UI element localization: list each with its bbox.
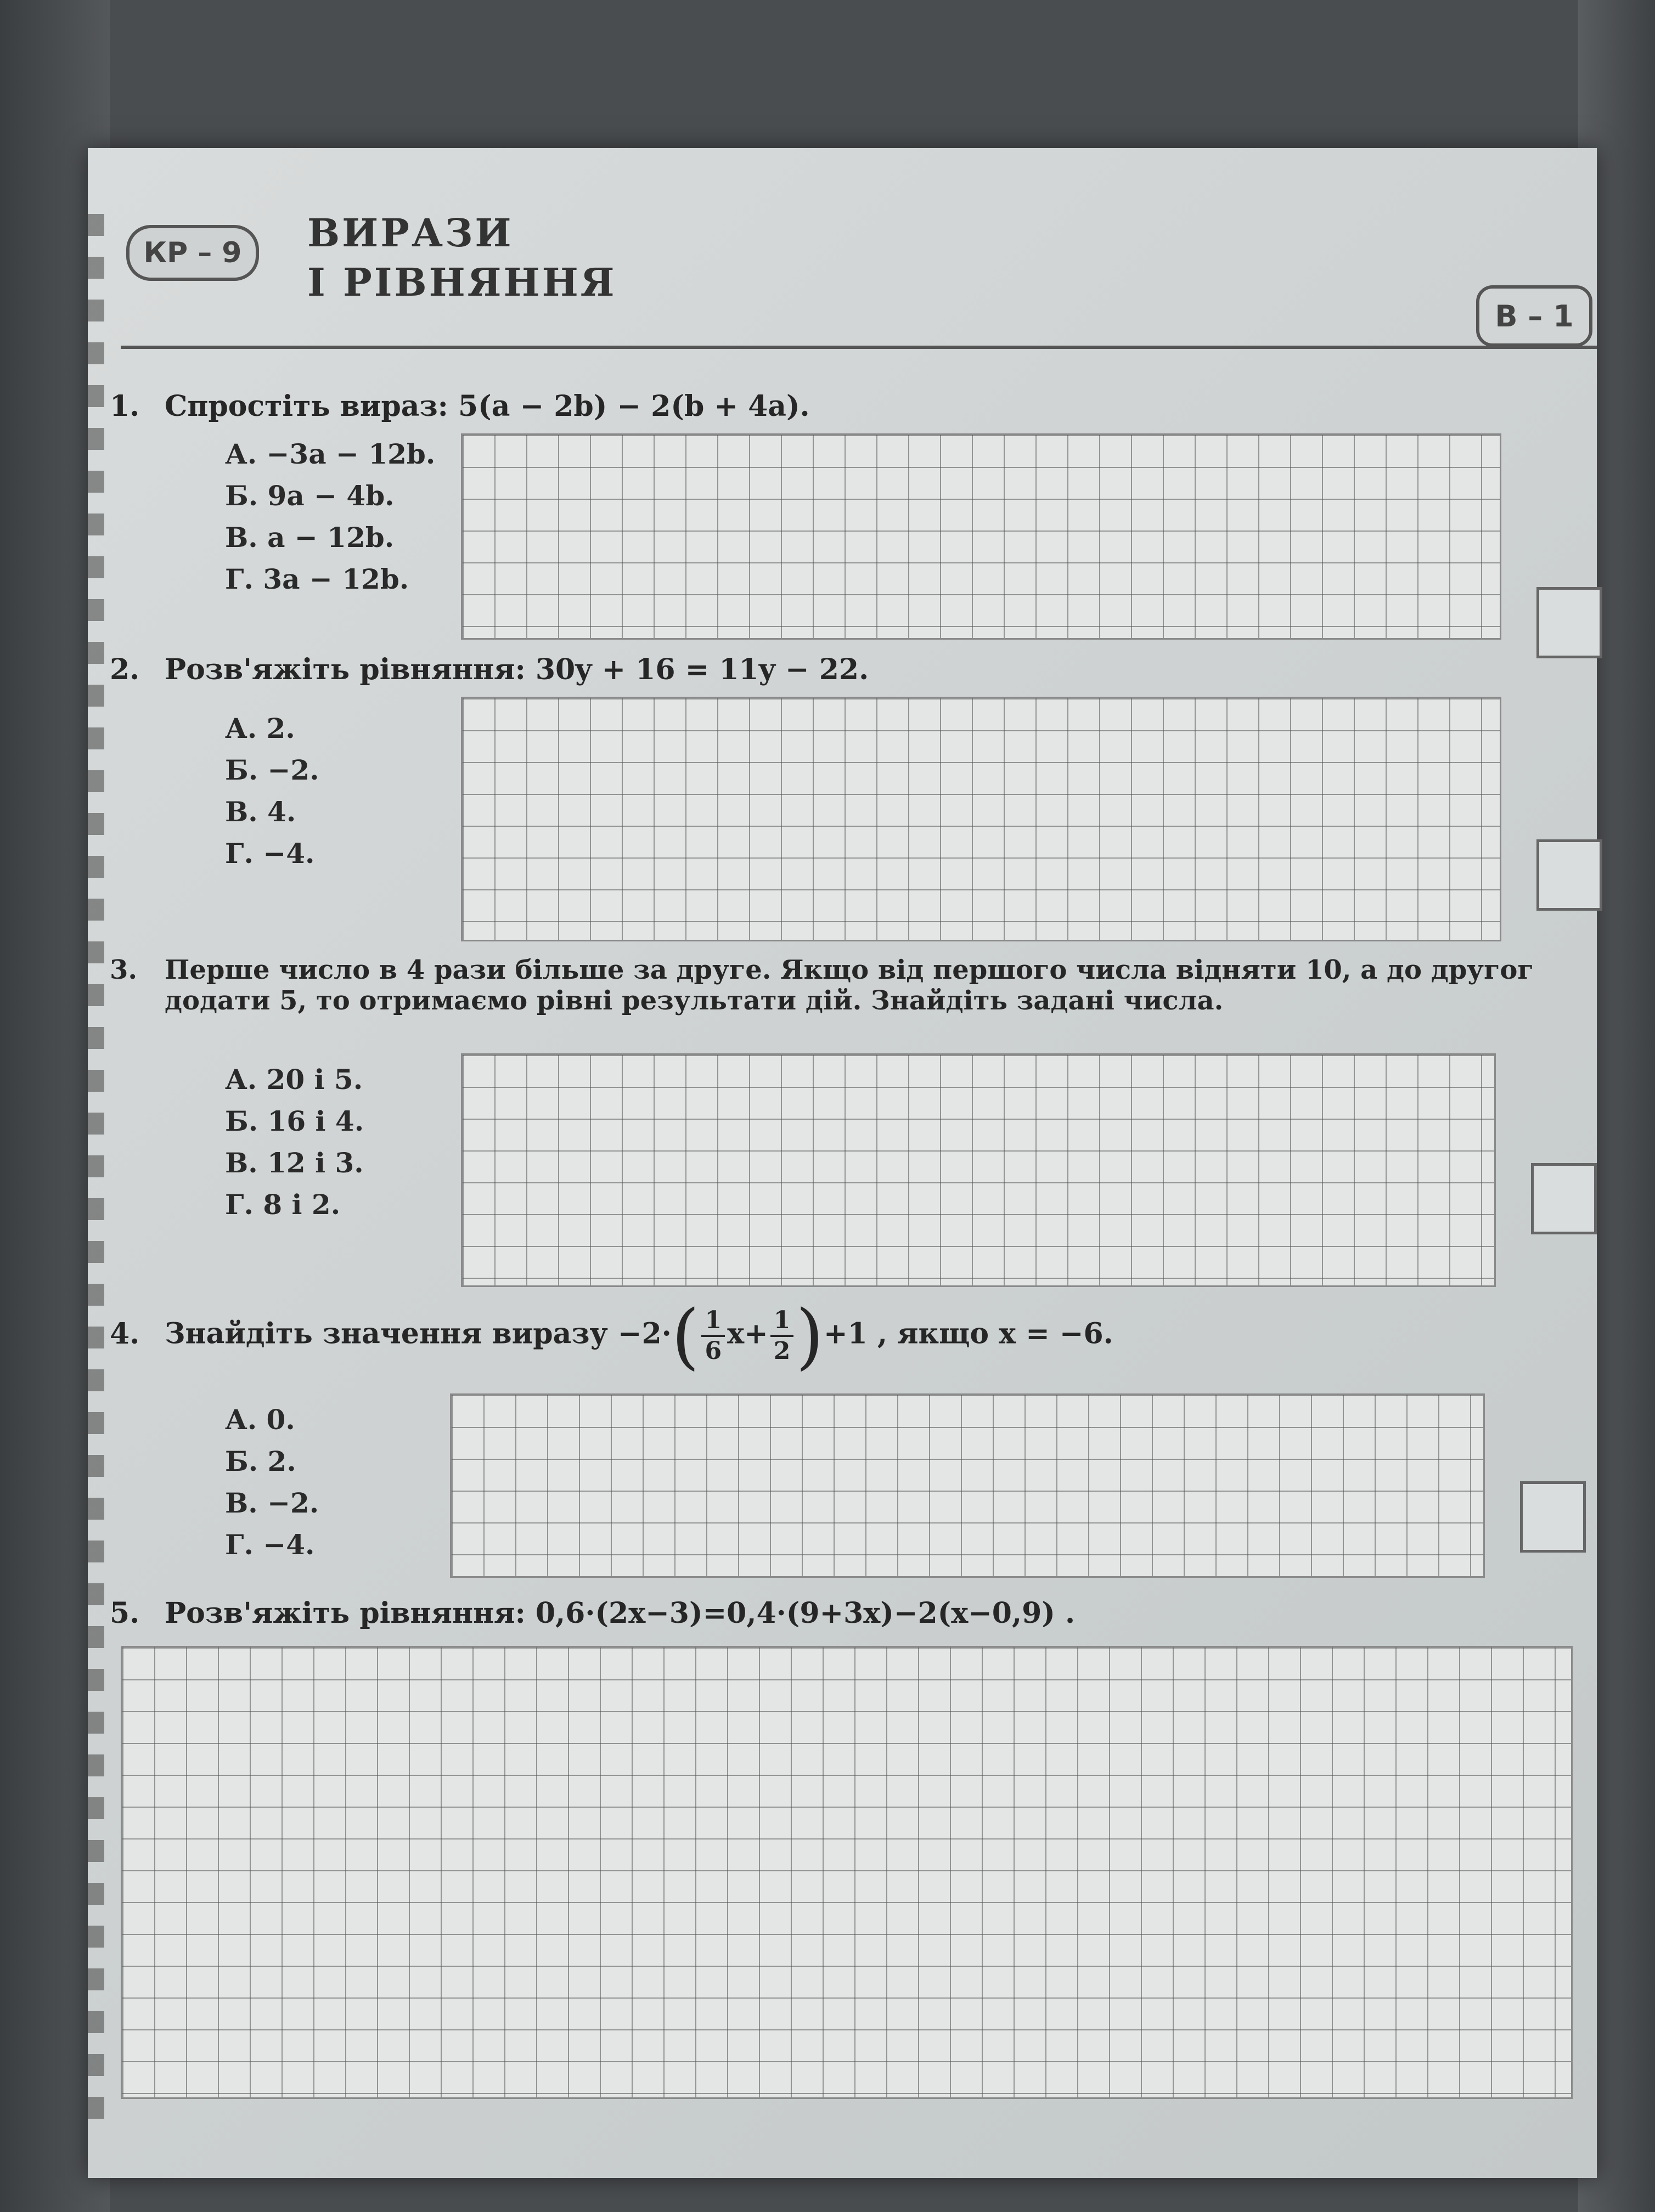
topic-title bbox=[307, 208, 617, 307]
answer-box-4[interactable] bbox=[1520, 1481, 1586, 1553]
option-g: Г. 8 і 2. bbox=[225, 1188, 341, 1221]
answer-box-1[interactable] bbox=[1536, 587, 1602, 658]
test-id-badge: КР – 9 bbox=[126, 225, 259, 281]
option-a: А. 20 і 5. bbox=[225, 1063, 363, 1096]
question-1 bbox=[110, 390, 810, 423]
option-b: Б. −2. bbox=[225, 754, 319, 786]
header-rule bbox=[121, 346, 1597, 349]
question-3 bbox=[110, 955, 1534, 1016]
work-grid-3[interactable] bbox=[461, 1053, 1496, 1287]
question-number: 4. bbox=[110, 1317, 140, 1351]
option-b: Б. 2. bbox=[225, 1445, 296, 1477]
question-5 bbox=[110, 1596, 1075, 1630]
option-v: В. −2. bbox=[225, 1487, 319, 1519]
question-text: Розв'яжіть рівняння: 30y + 16 = 11y − 22. bbox=[165, 653, 869, 686]
question-text-line-2: додати 5, то отримаємо рівні результати дій. Знайдіть задані числа. bbox=[165, 985, 1224, 1016]
margin-ticks bbox=[88, 214, 104, 2134]
work-grid-5[interactable] bbox=[121, 1646, 1573, 2099]
option-a: А. 0. bbox=[225, 1403, 295, 1436]
question-2 bbox=[110, 653, 869, 686]
question-number: 3. bbox=[110, 955, 138, 985]
option-g: Г. −4. bbox=[225, 837, 315, 870]
question-number: 1. bbox=[110, 390, 140, 423]
variant-badge: В – 1 bbox=[1476, 285, 1592, 347]
question-text: Спростіть вираз: 5(a − 2b) − 2(b + 4a). bbox=[165, 390, 810, 423]
question-number: 5. bbox=[110, 1596, 140, 1630]
option-g: Г. −4. bbox=[225, 1528, 315, 1561]
worksheet-page bbox=[88, 148, 1597, 2178]
answer-box-3[interactable] bbox=[1531, 1163, 1597, 1234]
work-grid-2[interactable] bbox=[461, 697, 1501, 941]
option-g: Г. 3a − 12b. bbox=[225, 563, 409, 595]
work-grid-4[interactable] bbox=[450, 1393, 1485, 1578]
question-text: Розв'яжіть рівняння: 0,6·(2x−3)=0,4·(9+3x)−2(x−0,9) . bbox=[165, 1596, 1076, 1630]
fraction-2: $\frac{1}{2}$ bbox=[770, 1306, 794, 1365]
options-3 bbox=[225, 1059, 364, 1226]
work-grid-1[interactable] bbox=[461, 433, 1501, 640]
option-v: В. 4. bbox=[225, 795, 296, 828]
title-line-2: І РІВНЯННЯ bbox=[307, 259, 617, 305]
title-line-1: ВИРАЗИ bbox=[307, 210, 514, 256]
question-text-start: Знайдіть значення виразу −2· bbox=[165, 1317, 672, 1351]
option-v: В. a − 12b. bbox=[225, 521, 395, 554]
options-1 bbox=[225, 433, 435, 600]
answer-box-2[interactable] bbox=[1536, 839, 1602, 911]
fraction-1: $\frac{1}{6}$ bbox=[701, 1306, 725, 1365]
question-number: 2. bbox=[110, 653, 140, 686]
question-text-line-1: Перше число в 4 рази більше за друге. Якщо від першого числа відняти 10, а до другог bbox=[165, 955, 1534, 985]
option-a: А. −3a − 12b. bbox=[225, 438, 436, 470]
question-4: 4. Знайдіть значення виразу −2·( $\frac{1}{6}$ x+ $\frac{1}{2}$ )+1 , якщо x = −6. bbox=[110, 1294, 1113, 1378]
option-b: Б. 9a − 4b. bbox=[225, 479, 395, 512]
options-2 bbox=[225, 708, 319, 874]
options-4 bbox=[225, 1399, 319, 1566]
question-text-end: +1 , якщо x = −6. bbox=[824, 1317, 1113, 1351]
option-b: Б. 16 і 4. bbox=[225, 1105, 364, 1137]
option-a: А. 2. bbox=[225, 712, 295, 744]
option-v: В. 12 і 3. bbox=[225, 1147, 364, 1179]
